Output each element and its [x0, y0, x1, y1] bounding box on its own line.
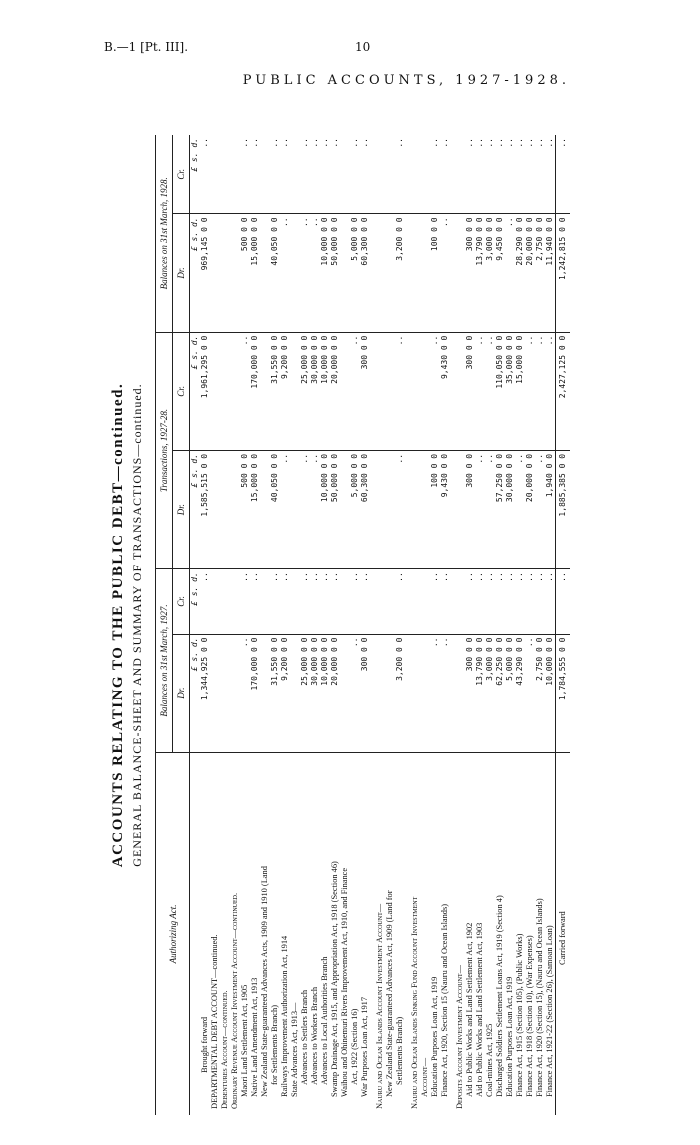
amount-cell: ..: [525, 569, 535, 634]
total-amount: 2,427,125 0 0: [556, 332, 571, 450]
amount-cell: 40,050 0 0: [270, 450, 280, 568]
amount-cell: 50,000 0 0: [330, 214, 340, 332]
amount-cell: ..: [430, 634, 440, 752]
amount-cell: ..: [320, 569, 330, 634]
amount-cell: 3,000 0 0: [485, 214, 495, 332]
total-label: Carried forward: [558, 911, 567, 965]
table-row: [545, 135, 556, 1115]
amount-cell: ..: [440, 569, 450, 634]
amount-cell: 15,000 0 0: [515, 332, 525, 450]
table-row: [230, 135, 240, 1115]
amount-cell: 170,000 0 0: [250, 332, 260, 450]
amount-cell: 40,050 0 0: [270, 214, 280, 332]
amount-cell: 9,200 0 0: [280, 634, 290, 752]
total-row: [556, 135, 571, 1115]
table-row: [300, 135, 310, 1115]
amount-cell: ..: [360, 135, 370, 214]
table-row: [250, 135, 260, 1115]
total-amount: 1,242,815 0 0: [556, 214, 571, 332]
amount-cell: 30,000 0 0: [505, 450, 515, 568]
amount-cell: ..: [300, 214, 310, 332]
amount-cell: 100 0 0: [430, 214, 440, 332]
amount-cell: ..: [525, 135, 535, 214]
amount-cell: ..: [280, 569, 290, 634]
col-group-balances-1928: Balances on 31st March, 1928.: [156, 135, 173, 332]
amount-cell: 60,300 0 0: [360, 214, 370, 332]
amount-cell: ..: [475, 135, 485, 214]
amount-cell: ..: [200, 569, 210, 634]
amount-cell: 2,750 0 0: [535, 214, 545, 332]
row-label: New Zealand State-guaranteed Advances Acts, 1909 and 1910 (Land: [260, 866, 269, 1097]
table-row: [420, 135, 430, 1115]
amount-cell: ..: [545, 569, 556, 634]
table-row: [260, 135, 270, 1115]
col-cr: Cr.: [173, 135, 190, 214]
amount-cell: 11,940 0 0: [545, 214, 556, 332]
row-label: Act, 1922 (Section 16): [350, 1008, 359, 1085]
table-row: [410, 135, 420, 1115]
row-label: Swamp Drainage Act, 1915, and Appropriation Act, 1918 (Section 46): [330, 861, 339, 1097]
col-dr: Dr.: [173, 214, 190, 332]
amount-cell: ..: [310, 214, 320, 332]
amount-cell: ..: [200, 135, 210, 214]
table-row: [210, 135, 220, 1115]
amount-cell: ..: [300, 135, 310, 214]
row-label: DEPARTMENTAL DEBT ACCOUNT—continued.: [210, 934, 219, 1109]
amount-cell: ..: [310, 450, 320, 568]
amount-cell: ..: [240, 634, 250, 752]
amount-cell: ..: [300, 450, 310, 568]
amount-cell: 2,750 0 0: [535, 634, 545, 752]
amount-cell: ..: [280, 450, 290, 568]
amount-cell: ..: [240, 135, 250, 214]
col-dr: Dr.: [173, 634, 190, 752]
amount-cell: ..: [505, 214, 515, 332]
total-amount: ..: [556, 135, 571, 214]
row-label: Finance Act, 1921-22 (Section 26), (Samoan Loan): [545, 925, 554, 1097]
amount-cell: 300 0 0: [360, 332, 370, 450]
amount-cell: ..: [280, 214, 290, 332]
amount-cell: 9,430 0 0: [440, 332, 450, 450]
amount-cell: 5,000 0 0: [350, 214, 360, 332]
table-row: [240, 135, 250, 1115]
row-label: Native Land Amendment Act, 1913: [250, 977, 259, 1097]
amount-cell: 5,000 0 0: [505, 634, 515, 752]
row-label: Discharged Soldiers Settlement Loans Act, 1919 (Section 4): [495, 895, 504, 1097]
table-row: [350, 135, 360, 1115]
amount-cell: ..: [430, 569, 440, 634]
amount-cell: 20,000 0 0: [330, 634, 340, 752]
row-label: Brought forward: [200, 1016, 209, 1073]
amount-cell: 10,000 0 0: [320, 634, 330, 752]
col-dr: Dr.: [173, 450, 190, 568]
amount-cell: ..: [535, 135, 545, 214]
amount-cell: 1,961,295 0 0: [200, 332, 210, 450]
amount-cell: ..: [465, 569, 475, 634]
amount-cell: ..: [430, 135, 440, 214]
table-row: [455, 135, 465, 1115]
amount-cell: ..: [515, 135, 525, 214]
balance-sheet-table: [155, 135, 570, 1115]
amount-cell: ..: [360, 569, 370, 634]
rotated-table-page: [110, 125, 610, 1125]
row-label: New Zealand State-guaranteed Advances Act, 1909 (Land for: [385, 890, 394, 1097]
amount-cell: ..: [395, 135, 405, 214]
amount-cell: ..: [515, 450, 525, 568]
amount-cell: 13,790 0 0: [475, 214, 485, 332]
amount-cell: 110,050 0 0: [495, 332, 505, 450]
amount-cell: ..: [430, 332, 440, 450]
amount-cell: 25,000 0 0: [300, 332, 310, 450]
amount-cell: ..: [250, 569, 260, 634]
table-row: [280, 135, 290, 1115]
table-row: [465, 135, 475, 1115]
unit-label: £ s. d.: [190, 634, 201, 752]
unit-label: £ s. d.: [190, 135, 201, 214]
col-group-transactions: Transactions, 1927-28.: [156, 332, 173, 569]
table-row: [220, 135, 230, 1115]
row-label: Aid to Public Works and Land Settlement Act, 1903: [475, 922, 484, 1097]
row-label: Settlements Branch): [395, 1016, 404, 1085]
amount-cell: ..: [465, 135, 475, 214]
amount-cell: 500 0 0: [240, 450, 250, 568]
amount-cell: 20,000 0 0: [525, 214, 535, 332]
amount-cell: ..: [270, 135, 280, 214]
row-label: Finance Act, 1920, Section 15 (Nauru and Ocean Islands): [440, 903, 449, 1097]
table-row: [515, 135, 525, 1115]
amount-cell: 31,550 0 0: [270, 332, 280, 450]
amount-cell: 50,000 0 0: [330, 450, 340, 568]
row-label: Aid to Public Works and Land Settlement Act, 1902: [465, 922, 474, 1097]
table-row: [270, 135, 280, 1115]
amount-cell: ..: [350, 135, 360, 214]
amount-cell: 20,000 0 0: [330, 332, 340, 450]
amount-cell: 15,000 0 0: [250, 214, 260, 332]
table-row: [310, 135, 320, 1115]
amount-cell: ..: [240, 332, 250, 450]
amount-cell: ..: [310, 569, 320, 634]
amount-cell: ..: [495, 569, 505, 634]
amount-cell: 170,000 0 0: [250, 634, 260, 752]
amount-cell: 3,200 0 0: [395, 634, 405, 752]
amount-cell: 62,250 0 0: [495, 634, 505, 752]
row-label: Maori Land Settlement Act, 1905: [240, 984, 249, 1097]
col-cr: Cr.: [173, 332, 190, 450]
amount-cell: ..: [495, 135, 505, 214]
amount-cell: ..: [350, 634, 360, 752]
row-label: Advances to Workers Branch: [310, 986, 319, 1085]
amount-cell: 300 0 0: [360, 634, 370, 752]
table-row: [200, 135, 210, 1115]
amount-cell: ..: [300, 569, 310, 634]
table-subtitle: GENERAL BALANCE-SHEET AND SUMMARY OF TRANSACTIONS—continued.: [130, 383, 144, 867]
amount-cell: 1,585,515 0 0: [200, 450, 210, 568]
unit-label: £ s. d.: [190, 332, 201, 450]
table-row: [375, 135, 385, 1115]
row-label: Advances to Settlers Branch: [300, 989, 309, 1085]
amount-cell: 25,000 0 0: [300, 634, 310, 752]
total-amount: 1,784,555 0 0: [556, 634, 571, 752]
amount-cell: ..: [485, 135, 495, 214]
row-label: Finance Act, 1920 (Section 15), (Nauru and Ocean Islands): [535, 898, 544, 1097]
amount-cell: 15,000 0 0: [250, 450, 260, 568]
unit-label: £ s. d.: [190, 214, 201, 332]
amount-cell: ..: [270, 569, 280, 634]
table-row: [290, 135, 300, 1115]
amount-cell: ..: [535, 569, 545, 634]
table-row: [330, 135, 340, 1115]
table-row: [525, 135, 535, 1115]
table-row: [360, 135, 370, 1115]
table-row: [495, 135, 505, 1115]
amount-cell: ..: [535, 450, 545, 568]
table-row: [475, 135, 485, 1115]
table-row: [485, 135, 495, 1115]
row-label: Ordinary Revenue Account Investment Account—continued.: [230, 892, 239, 1109]
amount-cell: 35,000 0 0: [505, 332, 515, 450]
amount-cell: 969,145 0 0: [200, 214, 210, 332]
col-group-balances-1927: Balances on 31st March, 1927.: [156, 569, 173, 753]
amount-cell: 31,550 0 0: [270, 634, 280, 752]
row-label: Railways Improvement Authorization Act, 1914: [280, 935, 289, 1097]
row-label: Advances to Local Authorities Branch: [320, 956, 329, 1085]
col-authorizing-act: Authorizing Act.: [167, 904, 178, 964]
amount-cell: ..: [485, 569, 495, 634]
amount-cell: ..: [440, 135, 450, 214]
row-label: Account—: [420, 1057, 429, 1097]
amount-cell: ..: [350, 569, 360, 634]
amount-cell: 43,290 0 0: [515, 634, 525, 752]
amount-cell: ..: [320, 135, 330, 214]
table-row: [535, 135, 545, 1115]
amount-cell: ..: [475, 332, 485, 450]
row-label: Nauru and Ocean Islands Sinking Fund Account Investment: [410, 896, 419, 1109]
amount-cell: ..: [545, 135, 556, 214]
amount-cell: 9,450 0 0: [495, 214, 505, 332]
row-label: Finance Act, 1915 (Section 105), (Public Works): [515, 933, 524, 1097]
amount-cell: ..: [310, 135, 320, 214]
row-label: Education Purposes Loan Act, 1919: [430, 976, 439, 1097]
amount-cell: 3,200 0 0: [395, 214, 405, 332]
row-label: for Settlements Branch): [270, 1004, 279, 1085]
amount-cell: ..: [515, 569, 525, 634]
table-row: [440, 135, 450, 1115]
row-label: Deposits Account Investment Account—: [455, 964, 464, 1109]
table-row: [320, 135, 330, 1115]
amount-cell: ..: [250, 135, 260, 214]
unit-label: £ s. d.: [190, 569, 201, 634]
amount-cell: ..: [240, 569, 250, 634]
amount-cell: ..: [280, 135, 290, 214]
amount-cell: ..: [545, 332, 556, 450]
running-title: PUBLIC ACCOUNTS, 1927-1928.: [242, 73, 570, 88]
amount-cell: 10,000 0 0: [320, 214, 330, 332]
amount-cell: 300 0 0: [465, 332, 475, 450]
table-row: [385, 135, 395, 1115]
amount-cell: 13,790 0 0: [475, 634, 485, 752]
row-label: Waihou and Ohinemuri Rivers Improvement Act, 1910, and Finance: [340, 867, 349, 1097]
amount-cell: 300 0 0: [465, 450, 475, 568]
amount-cell: ..: [330, 135, 340, 214]
amount-cell: ..: [505, 135, 515, 214]
amount-cell: ..: [440, 214, 450, 332]
col-cr: Cr.: [173, 569, 190, 634]
row-label: Education Purposes Loan Act, 1919: [505, 976, 514, 1097]
total-amount: ..: [556, 569, 571, 634]
amount-cell: 9,200 0 0: [280, 332, 290, 450]
amount-cell: ..: [485, 332, 495, 450]
amount-cell: 10,000 0 0: [320, 332, 330, 450]
amount-cell: 28,290 0 0: [515, 214, 525, 332]
row-label: Nauru and Ocean Islands Account Investment Account—: [375, 903, 384, 1109]
unit-label: £ s. d.: [190, 450, 201, 568]
row-label: Debentures Account—continued.: [220, 990, 229, 1109]
amount-cell: ..: [525, 332, 535, 450]
amount-cell: 10,000 0 0: [320, 450, 330, 568]
amount-cell: 10,000 0 0: [545, 634, 556, 752]
row-label: Coal-mines Act, 1925: [485, 1023, 494, 1097]
total-amount: 1,885,385 0 0: [556, 450, 571, 568]
table-row: [430, 135, 440, 1115]
amount-cell: ..: [350, 332, 360, 450]
amount-cell: 30,000 0 0: [310, 634, 320, 752]
amount-cell: 60,300 0 0: [360, 450, 370, 568]
amount-cell: ..: [475, 450, 485, 568]
amount-cell: 300 0 0: [465, 634, 475, 752]
amount-cell: ..: [475, 569, 485, 634]
amount-cell: 57,250 0 0: [495, 450, 505, 568]
table-row: [395, 135, 405, 1115]
row-label: Finance Act, 1918 (Section 10), (War Expenses): [525, 935, 534, 1097]
table-title: ACCOUNTS RELATING TO THE PUBLIC DEBT—continued.: [110, 382, 126, 868]
amount-cell: 500 0 0: [240, 214, 250, 332]
amount-cell: 1,344,925 0 0: [200, 634, 210, 752]
amount-cell: 3,000 0 0: [485, 634, 495, 752]
amount-cell: 20,000 0 0: [525, 450, 535, 568]
amount-cell: ..: [505, 569, 515, 634]
document-reference: B.—1 [Pt. III].: [104, 40, 189, 54]
amount-cell: 300 0 0: [465, 214, 475, 332]
amount-cell: ..: [485, 450, 495, 568]
amount-cell: ..: [330, 569, 340, 634]
amount-cell: 5,000 0 0: [350, 450, 360, 568]
row-label: State Advances Act, 1913—: [290, 1002, 299, 1097]
amount-cell: ..: [440, 634, 450, 752]
page-number: 10: [355, 40, 371, 54]
amount-cell: ..: [395, 332, 405, 450]
amount-cell: ..: [395, 450, 405, 568]
table-row: [340, 135, 350, 1115]
amount-cell: 1,940 0 0: [545, 450, 556, 568]
amount-cell: 100 0 0: [430, 450, 440, 568]
table-row: [505, 135, 515, 1115]
amount-cell: ..: [395, 569, 405, 634]
amount-cell: 30,000 0 0: [310, 332, 320, 450]
amount-cell: ..: [525, 634, 535, 752]
amount-cell: ..: [535, 332, 545, 450]
amount-cell: 9,430 0 0: [440, 450, 450, 568]
row-label: War Purposes Loan Act, 1917: [360, 996, 369, 1097]
